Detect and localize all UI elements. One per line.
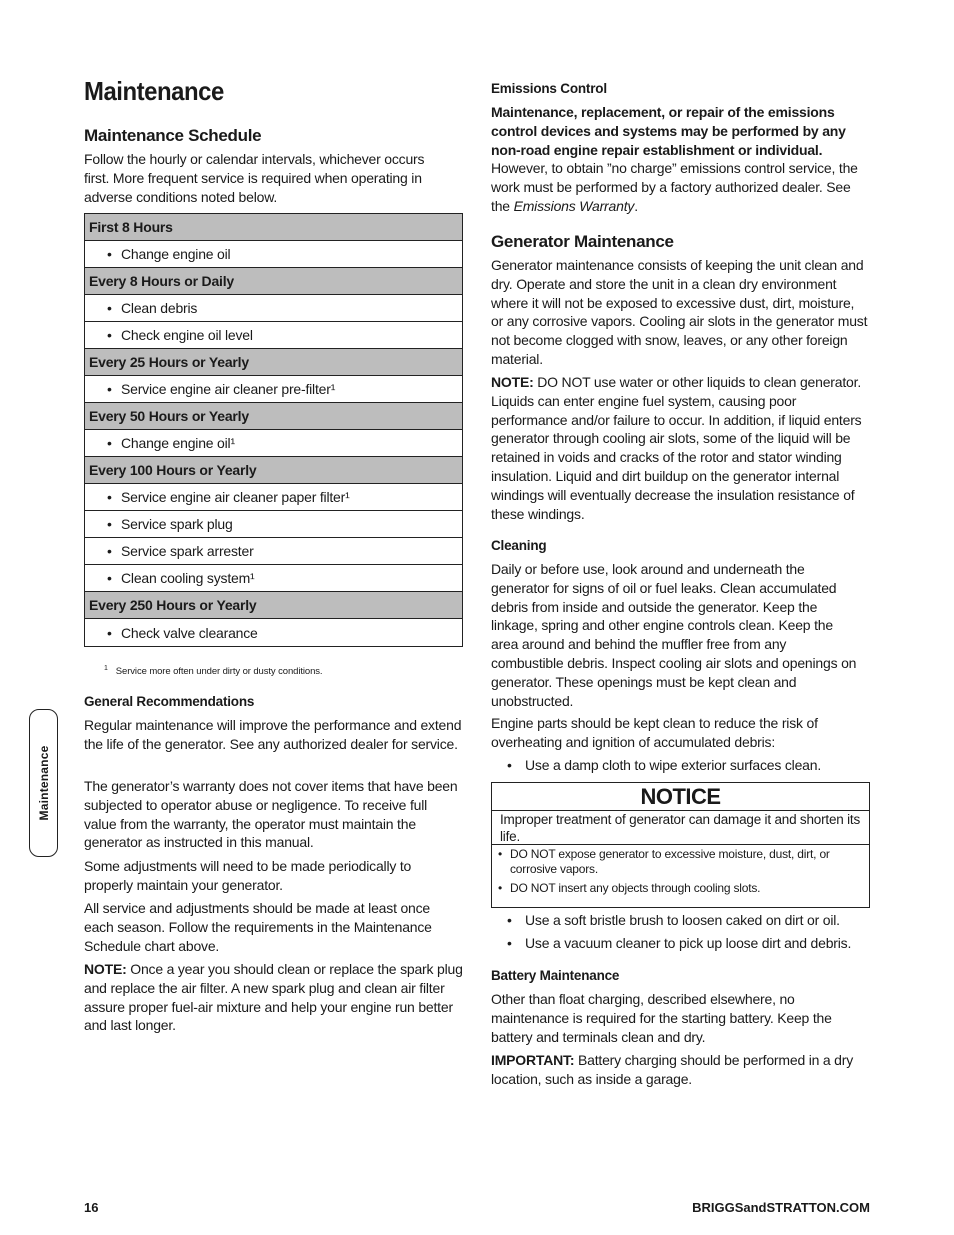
website-url: BRIGGSandSTRATTON.COM xyxy=(692,1200,870,1215)
bullet-icon: • xyxy=(107,435,112,451)
schedule-row-text: Service engine air cleaner pre-filter¹ xyxy=(121,381,336,397)
schedule-task-row xyxy=(85,511,462,538)
notice-message: Improper treatment of generator can damage it and shorten its life. xyxy=(492,811,869,845)
schedule-footnote xyxy=(104,665,322,677)
note-label: NOTE: xyxy=(84,961,127,977)
side-tab-label: Maintenance xyxy=(36,745,51,821)
bullet-icon: • xyxy=(107,300,112,316)
bullet-icon: • xyxy=(107,624,112,641)
schedule-interval-header xyxy=(85,268,462,295)
schedule-row-text: Clean cooling system¹ xyxy=(121,570,255,586)
cleaning-heading: Cleaning xyxy=(491,538,547,553)
emissions-text: However, to obtain ”no charge” emissions control service, the work must be performed by a factory authorized dealer. See the xyxy=(491,160,858,214)
generator-note-label: NOTE: xyxy=(491,374,534,390)
schedule-row-text: Change engine oil xyxy=(121,246,231,262)
battery-important xyxy=(491,1051,869,1089)
notice-list xyxy=(492,845,869,907)
bullet-icon: • xyxy=(507,912,512,928)
cleaning-bullet-3: • Use a vacuum cleaner to pick up loose dirt and debris. xyxy=(507,935,852,951)
schedule-row-text: Check valve clearance xyxy=(121,624,258,641)
schedule-row-text: Change engine oil¹ xyxy=(121,435,235,451)
notice-item: • DO NOT insert any objects through cooling slots. xyxy=(498,881,761,895)
generator-note xyxy=(491,373,871,523)
bullet-icon: • xyxy=(107,327,112,343)
schedule-row-text: Service spark arrester xyxy=(121,543,254,559)
section-side-tab xyxy=(29,709,58,857)
bullet-icon: • xyxy=(498,847,503,861)
generator-maintenance-heading: Generator Maintenance xyxy=(491,232,674,251)
battery-p1: Other than float charging, described elsewhere, no maintenance is required for the starting battery. Keep the battery and terminals clean and dry. xyxy=(491,991,832,1045)
schedule-task-row xyxy=(85,565,462,592)
cleaning-p1: Daily or before use, look around and underneath the generator for signs of oil or fuel leaks. Clean accumulated debris from inside and outside the generator. Keep the linkage, spring and other engine controls clean. Keep the area around and behind the muffler free from any combustible debris. Inspect cooling air slots and openings on generator. These openings must be kept clean and unobstructed. xyxy=(491,561,857,709)
cleaning-p2: Engine parts should be kept clean to reduce the risk of overheating and ignition of accumulated debris: xyxy=(491,715,818,750)
schedule-task-row xyxy=(85,430,462,457)
schedule-row-text: Every 8 Hours or Daily xyxy=(89,273,234,289)
general-p1: Regular maintenance will improve the performance and extend the life of the generator. See any authorized dealer for service. xyxy=(84,717,462,752)
footnote-mark: 1 xyxy=(104,665,108,672)
note-text: Once a year you should clean or replace the spark plug and replace the air filter. A new spark plug and clean air filter assure proper fuel-air mixture and help your engine run better and last longer. xyxy=(84,961,463,1034)
bullet-icon: • xyxy=(107,489,112,505)
important-text: Battery charging should be performed in a dry location, such as inside a garage. xyxy=(491,1052,854,1087)
emissions-control-heading: Emissions Control xyxy=(491,81,607,96)
bullet-icon: • xyxy=(107,246,112,262)
general-recommendations-heading: General Recommendations xyxy=(84,694,255,709)
schedule-intro: Follow the hourly or calendar intervals, whichever occurs first. More frequent service is required when operating in adverse conditions noted below. xyxy=(84,151,425,205)
bullet-icon: • xyxy=(498,881,503,895)
bullet-icon: • xyxy=(507,935,512,951)
cleaning-bullet-2: • Use a soft bristle brush to loosen caked on dirt or oil. xyxy=(507,912,840,928)
schedule-row-text: Service spark plug xyxy=(121,516,233,532)
notice-title: NOTICE xyxy=(492,783,869,811)
emissions-paragraph xyxy=(491,103,866,216)
schedule-row-text: Every 250 Hours or Yearly xyxy=(89,597,257,613)
cleaning-bullet-1: • Use a damp cloth to wipe exterior surfaces clean. xyxy=(507,757,822,773)
schedule-task-row xyxy=(85,376,462,403)
schedule-interval-header xyxy=(85,214,462,241)
schedule-row-text: Every 100 Hours or Yearly xyxy=(89,462,257,478)
generator-p1: Generator maintenance consists of keeping the unit clean and dry. Operate and store the unit in a clean dry environment where it will not be exposed to excessive dust, dirt, moisture, or any corrosive vapors. Cooling air slots in the generator must not become clogged with snow, leaves, or any other foreign material. xyxy=(491,257,868,367)
schedule-task-row xyxy=(85,484,462,511)
schedule-row-text: First 8 Hours xyxy=(89,219,173,235)
generator-note-text: DO NOT use water or other liquids to clean generator. Liquids can enter engine fuel system, causing poor performance and/or failure to occur. In addition, if liquid enters generator through cooling air slots, some of the liquid will be retained in voids and cracks of the rotor and stator winding insulation. Liquid and dirt buildup on the generator internal windings will eventually decrease the insulation resistance of these windings. xyxy=(491,374,862,522)
battery-maintenance-heading: Battery Maintenance xyxy=(491,968,620,983)
schedule-row-text: Every 50 Hours or Yearly xyxy=(89,408,249,424)
bullet-icon: • xyxy=(107,516,112,532)
schedule-task-row xyxy=(85,538,462,565)
schedule-row-text: Service engine air cleaner paper filter¹ xyxy=(121,489,350,505)
notice-item: • DO NOT expose generator to excessive moisture, dust, dirt, or corrosive vapors. xyxy=(498,847,830,876)
schedule-task-row xyxy=(85,322,462,349)
general-p4: All service and adjustments should be made at least once each season. Follow the requirements in the Maintenance Schedule chart above. xyxy=(84,900,432,954)
schedule-interval-header xyxy=(85,592,462,619)
schedule-task-row xyxy=(85,241,462,268)
important-label: IMPORTANT: xyxy=(491,1052,575,1068)
schedule-row-text: Clean debris xyxy=(121,300,198,316)
page-number: 16 xyxy=(84,1200,99,1215)
schedule-task-row xyxy=(85,619,462,646)
maintenance-schedule-heading: Maintenance Schedule xyxy=(84,126,262,145)
general-p3: Some adjustments will need to be made periodically to properly maintain your generator. xyxy=(84,858,412,893)
page-title: Maintenance xyxy=(84,76,224,106)
emissions-bold-text: Maintenance, replacement, or repair of the emissions control devices and systems may be performed by any non-road engine repair establishment or individual. xyxy=(491,104,846,158)
schedule-row-text: Every 25 Hours or Yearly xyxy=(89,354,249,370)
schedule-interval-header xyxy=(85,349,462,376)
schedule-task-row xyxy=(85,295,462,322)
emissions-end: . xyxy=(634,197,638,214)
bullet-icon: • xyxy=(507,757,512,773)
schedule-interval-header xyxy=(85,457,462,484)
bullet-icon: • xyxy=(107,381,112,397)
schedule-interval-header xyxy=(85,403,462,430)
bullet-icon: • xyxy=(107,543,112,559)
schedule-row-text: Check engine oil level xyxy=(121,327,253,343)
general-p2: The generator’s warranty does not cover items that have been subjected to operator abuse or negligence. To receive full value from the warranty, the operator must maintain the generator as instructed in this manual. xyxy=(84,778,458,851)
bullet-icon: • xyxy=(107,570,112,586)
general-note xyxy=(84,960,464,1035)
footnote-text: Service more often under dirty or dusty conditions. xyxy=(115,666,323,678)
notice-box xyxy=(491,782,870,908)
maintenance-schedule-table xyxy=(84,213,463,647)
emissions-warranty-ref: Emissions Warranty xyxy=(513,197,635,214)
